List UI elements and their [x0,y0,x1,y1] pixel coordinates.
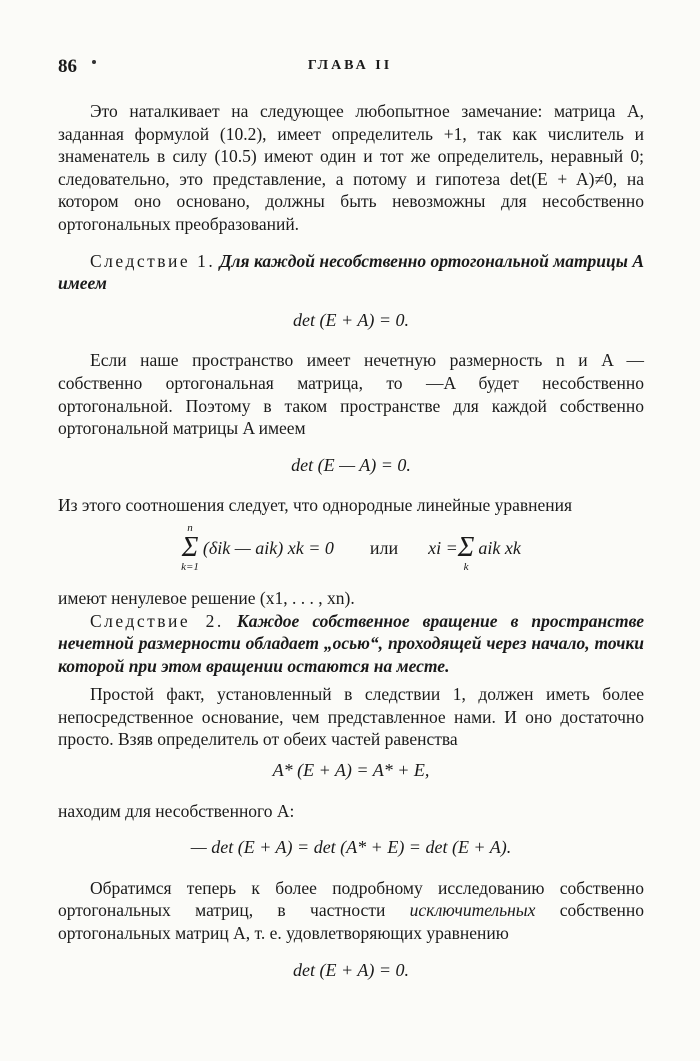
corollary-1-label: Следствие 1. [90,250,216,271]
formula-det-e-plus-a: det (E + A) = 0. [293,309,409,330]
connector-text: или [369,537,399,558]
linear-system-left: (δik — aik) xk = 0 [202,537,334,558]
print-speck [92,60,96,64]
page-body [58,100,644,999]
formula-a-star-equality: A* (E + A) = A* + E, [272,760,430,781]
paragraph-2: Если наше пространство имеет нечетную размерность n и A — собственно ортогональная матрица, то —A будет несобственно ортогональной. Поэтому в таком пространстве для каждой собственно ортогональной матрицы A имеем [58,350,644,439]
chapter-title: ГЛАВА II [307,58,393,73]
linear-system-right: aik xk [478,537,521,558]
page-header [0,56,700,80]
sum-symbol-2: Σ k [457,531,475,573]
corollary-2-label: Следствие 2. [90,610,224,631]
paragraph-1: Это наталкивает на следующее любопытное замечание: матрица A, заданная формулой (10.2), имеет определитель +1, так как числитель и знаменатель в силу (10.5) имеют один и тот же определитель, неравный 0; следовательно, это представление, а потому и гипотеза det(E + A)≠0, на котором оно основано, должны быть невозможны для несобственно ортогональных преобразований. [58,101,644,234]
sum-symbol-1: n Σ k=1 [181,521,199,573]
corollary-2-statement: Каждое собственное вращение в пространстве нечетной размерности обладает „осью“, проходящей через начало, точки которой при этом вращении остаются на месте. [58,610,644,676]
formula-final-det: det (E + A) = 0. [293,959,409,980]
corollary-1 [58,250,644,295]
formula-det-chain: — det (E + A) = det (A* + E) = det (E + A). [190,837,512,858]
paragraph-7: Обратимся теперь к более подробному исследованию собственно ортогональных матриц, в частности исключительных собственно ортогональных матриц A, т. е. удовлетворяющих уравнению [58,877,645,944]
corollary-1-statement: Для каждой несобственно ортогональной матрицы A имеем [58,250,644,294]
paragraph-3: Из этого соотношения следует, что однородные линейные уравнения [58,495,573,516]
paragraph-5: Простой факт, установленный в следствии 1, должен иметь более непосредственное основание, чем представленное нами. И оно достаточно просто. Взяв определитель от обеих частей равенства [58,684,644,750]
linear-system-right-lhs: xi = [428,537,458,558]
corollary-2 [58,610,644,678]
exceptional-word: исключительных [409,900,536,921]
paragraph-6: находим для несобственного A: [58,800,295,821]
paragraph-4: имеют ненулевое решение (x1, . . . , xn). [58,587,355,608]
formula-linear-system [58,523,644,573]
page-number: 86 [58,56,77,77]
formula-det-e-minus-a: det (E — A) = 0. [291,454,411,475]
